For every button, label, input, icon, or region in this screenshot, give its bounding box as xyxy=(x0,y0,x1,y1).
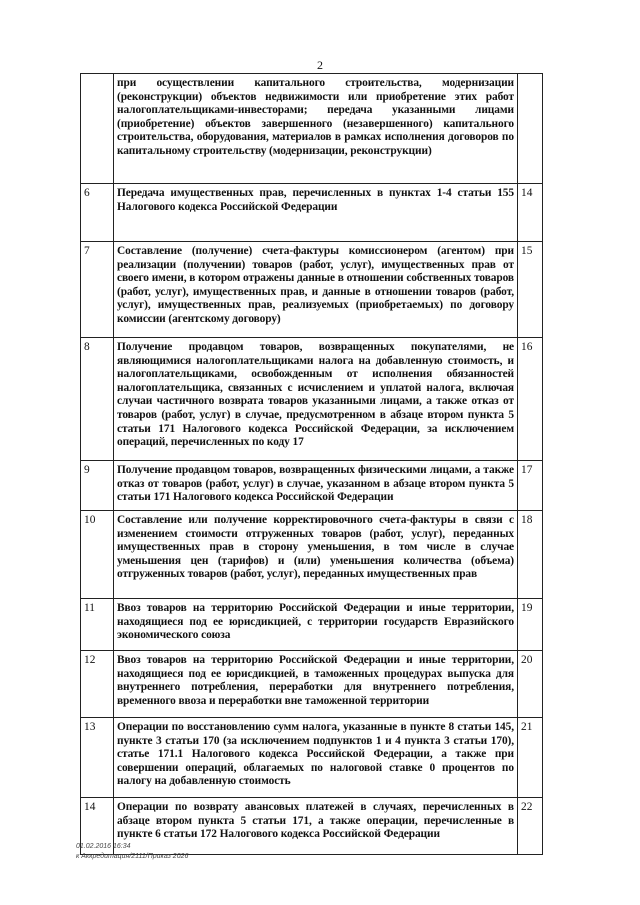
operation-code xyxy=(518,74,543,184)
operation-description: при осуществлении капитального строительства, модернизации (реконструкции) объектов недвижимости или приобретение этих работ налогоплательщиками-инвесторами; передача указанными лицами (приобретение) объектов завершенного (незавершенного) капитального строительства, оборудования, материалов в рамках исполнения договоров по капитальному строительству (модернизации, реконструкции) xyxy=(114,74,518,184)
table-row xyxy=(81,651,543,718)
table-row xyxy=(81,461,543,511)
operation-code: 17 xyxy=(518,461,543,511)
operation-code: 22 xyxy=(518,798,543,855)
row-number: 6 xyxy=(81,184,114,242)
operation-description: Операции по возврату авансовых платежей в случаях, перечисленных в абзаце втором пункта 5 статьи 171, а также операции, перечисленные в пункте 6 статьи 172 Налогового кодекса Российской Федерации xyxy=(114,798,518,855)
table-row xyxy=(81,511,543,599)
row-number: 8 xyxy=(81,338,114,461)
row-number: 13 xyxy=(81,718,114,798)
row-number: 9 xyxy=(81,461,114,511)
print-footer xyxy=(76,842,188,862)
operation-code: 19 xyxy=(518,599,543,651)
operation-code: 14 xyxy=(518,184,543,242)
operation-code: 20 xyxy=(518,651,543,718)
operation-description: Передача имущественных прав, перечисленных в пунктах 1-4 статьи 155 Налогового кодекса Российской Федерации xyxy=(114,184,518,242)
operation-description: Получение продавцом товаров, возвращенных физическими лицами, а также отказ от товаров (работ, услуг) в случае, указанном в абзаце втором пункта 5 статьи 171 Налогового кодекса Российской Федерации xyxy=(114,461,518,511)
operation-description: Составление (получение) счета-фактуры комиссионером (агентом) при реализации (получении) товаров (работ, услуг), имущественных прав от своего имени, в котором отражены данные в отношении собственных товаров (работ, услуг), имущественных прав, и данные в отношении товаров (работ, услуг), имущественных прав, реализуемых (приобретаемых) по договору комиссии (агентскому договору) xyxy=(114,242,518,338)
operation-code: 15 xyxy=(518,242,543,338)
row-number: 7 xyxy=(81,242,114,338)
operation-description: Операции по восстановлению сумм налога, указанные в пункте 8 статьи 145, пункте 3 статьи 170 (за исключением подпунктов 1 и 4 пункта 3 статьи 170), статье 171.1 Налогового кодекса Российской Федерации, а также при совершении операций, облагаемых по налоговой ставке 0 процентов по налогу на добавленную стоимость xyxy=(114,718,518,798)
row-number: 12 xyxy=(81,651,114,718)
footer-line-1: 01.02.2016 16:34 xyxy=(76,843,131,850)
row-number: 11 xyxy=(81,599,114,651)
operation-code: 21 xyxy=(518,718,543,798)
footer-line-2: к Аккредитация/2111/Приказ 2026 xyxy=(76,853,189,860)
operation-description: Ввоз товаров на территорию Российской Федерации и иные территории, находящиеся под ее юрисдикцией, с территории государств Евразийского экономического союза xyxy=(114,599,518,651)
operation-code: 16 xyxy=(518,338,543,461)
page-number: 2 xyxy=(317,58,323,72)
row-number: 14 xyxy=(81,798,114,855)
table-row xyxy=(81,718,543,798)
table-row xyxy=(81,599,543,651)
table-row xyxy=(81,338,543,461)
table-row xyxy=(81,242,543,338)
operation-description: Получение продавцом товаров, возвращенных покупателями, не являющимися налогоплательщиками налога на добавленную стоимость, и налогоплательщиками, освобожденным от исполнения обязанностей налогоплательщика, связанных с исчислением и уплатой налога, включая случаи частичного возврата товаров указанными лицами, а также отказ от товаров (работ, услуг) в случае, предусмотренном в абзаце втором пункта 5 статьи 171 Налогового кодекса Российской Федерации, за исключением операций, перечисленных по коду 17 xyxy=(114,338,518,461)
row-number: 10 xyxy=(81,511,114,599)
operation-code: 18 xyxy=(518,511,543,599)
table-row xyxy=(81,74,543,184)
table-row xyxy=(81,184,543,242)
operation-description: Ввоз товаров на территорию Российской Федерации и иные территории, находящиеся под ее юрисдикцией, в таможенных процедурах выпуска для внутреннего потребления, переработки для внутреннего потребления, временного ввоза и переработки вне таможенной территории xyxy=(114,651,518,718)
row-number xyxy=(81,74,114,184)
operation-codes-table xyxy=(80,73,543,855)
operation-description: Составление или получение корректировочного счета-фактуры в связи с изменением стоимости отгруженных товаров (работ, услуг), переданных имущественных прав в сторону уменьшения, в том числе в случае уменьшения цен (тарифов) и (или) уменьшения количества (объема) отгруженных товаров (работ, услуг), переданных имущественных прав xyxy=(114,511,518,599)
